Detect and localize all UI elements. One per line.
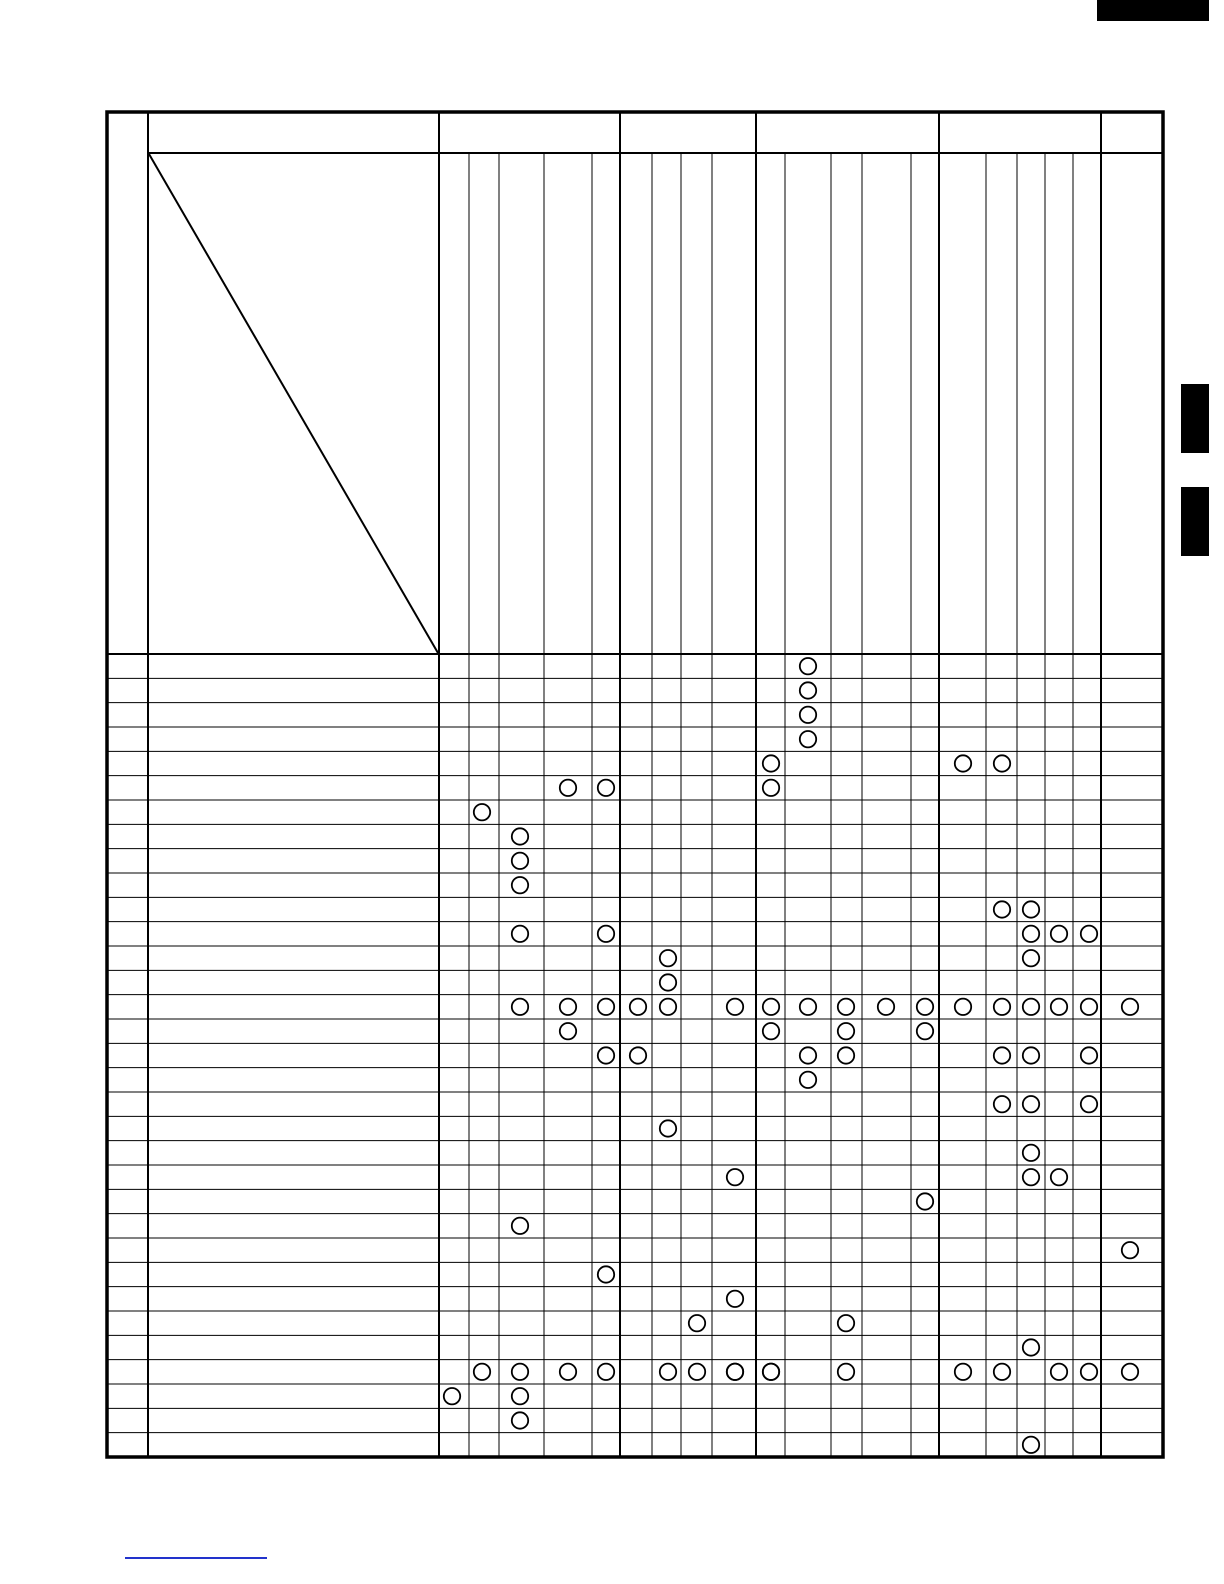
applicable-mark [512,853,528,869]
applicable-mark [800,658,816,674]
applicable-mark [444,1388,460,1404]
applicable-mark [560,999,576,1015]
applicable-mark [800,707,816,723]
applicable-mark [512,926,528,942]
applicable-mark [1051,1364,1067,1380]
applicable-mark [1122,999,1138,1015]
applicable-mark [727,1169,743,1185]
applicable-mark [1023,1047,1039,1063]
applicable-mark [660,999,676,1015]
applicable-mark [1023,926,1039,942]
applicable-mark [560,1364,576,1380]
applicable-mark [1023,999,1039,1015]
applicable-mark [1081,1364,1097,1380]
applicable-mark [1023,1339,1039,1355]
applicable-mark [1023,950,1039,966]
applicable-mark [800,1047,816,1063]
applicable-mark [917,1193,933,1209]
applicable-mark [994,755,1010,771]
applicable-mark [838,1364,854,1380]
applicable-mark [1023,1169,1039,1185]
applicable-mark [763,1023,779,1039]
applicable-mark [838,999,854,1015]
applicable-mark [1081,1096,1097,1112]
applicable-mark [878,999,894,1015]
table-outer-frame [107,112,1163,1457]
applicable-mark [598,1047,614,1063]
applicable-mark [512,1218,528,1234]
applicable-mark [512,1412,528,1428]
applicable-mark [689,1364,705,1380]
applicable-mark [660,1120,676,1136]
applicable-mark [1051,999,1067,1015]
applicable-mark [994,901,1010,917]
applicable-mark [994,999,1010,1015]
applicable-mark [800,731,816,747]
applicable-mark [1051,1169,1067,1185]
applicable-mark [1023,1145,1039,1161]
applicable-mark [727,999,743,1015]
applicable-mark [1023,901,1039,917]
applicable-mark [800,999,816,1015]
applicable-mark [917,1023,933,1039]
applicable-mark [994,1047,1010,1063]
table-grid-lines [107,112,1163,1457]
applicable-mark [512,1364,528,1380]
applicable-mark [955,755,971,771]
applicable-mark [598,1364,614,1380]
applicable-mark [474,1364,490,1380]
applicable-mark [955,1364,971,1380]
applicable-mark [727,1364,743,1380]
applicable-mark [838,1315,854,1331]
applicable-mark [763,999,779,1015]
applicable-mark [800,1072,816,1088]
applicable-mark [512,1388,528,1404]
applicable-mark [727,1291,743,1307]
applicable-mark [630,999,646,1015]
applicable-mark [1081,1047,1097,1063]
applicable-mark [763,780,779,796]
applicable-mark [1023,1437,1039,1453]
applicable-mark [1122,1242,1138,1258]
applicable-mark [474,804,490,820]
applicable-mark [560,780,576,796]
applicable-mark [512,828,528,844]
applicable-mark [512,877,528,893]
applicable-mark [512,999,528,1015]
table-marks [444,658,1138,1453]
applicable-mark [800,682,816,698]
applicable-mark [660,974,676,990]
applicable-mark [660,1364,676,1380]
header-diagonal [149,154,438,653]
applicable-mark [630,1047,646,1063]
applicable-mark [1122,1364,1138,1380]
applicable-mark [1051,926,1067,942]
applicable-mark [1023,1096,1039,1112]
applicable-mark [838,1023,854,1039]
applicable-mark [763,1364,779,1380]
applicable-mark [1081,999,1097,1015]
applicable-mark [598,780,614,796]
applicable-mark [689,1315,705,1331]
applicable-mark [994,1364,1010,1380]
applicable-mark [955,999,971,1015]
applicable-mark [660,950,676,966]
applicable-mark [838,1047,854,1063]
applicable-mark [598,1266,614,1282]
applicable-mark [598,926,614,942]
applicable-mark [994,1096,1010,1112]
applicable-mark [598,999,614,1015]
applicable-mark [560,1023,576,1039]
applicable-mark [917,999,933,1015]
applicable-mark [1081,926,1097,942]
applicable-mark [763,755,779,771]
